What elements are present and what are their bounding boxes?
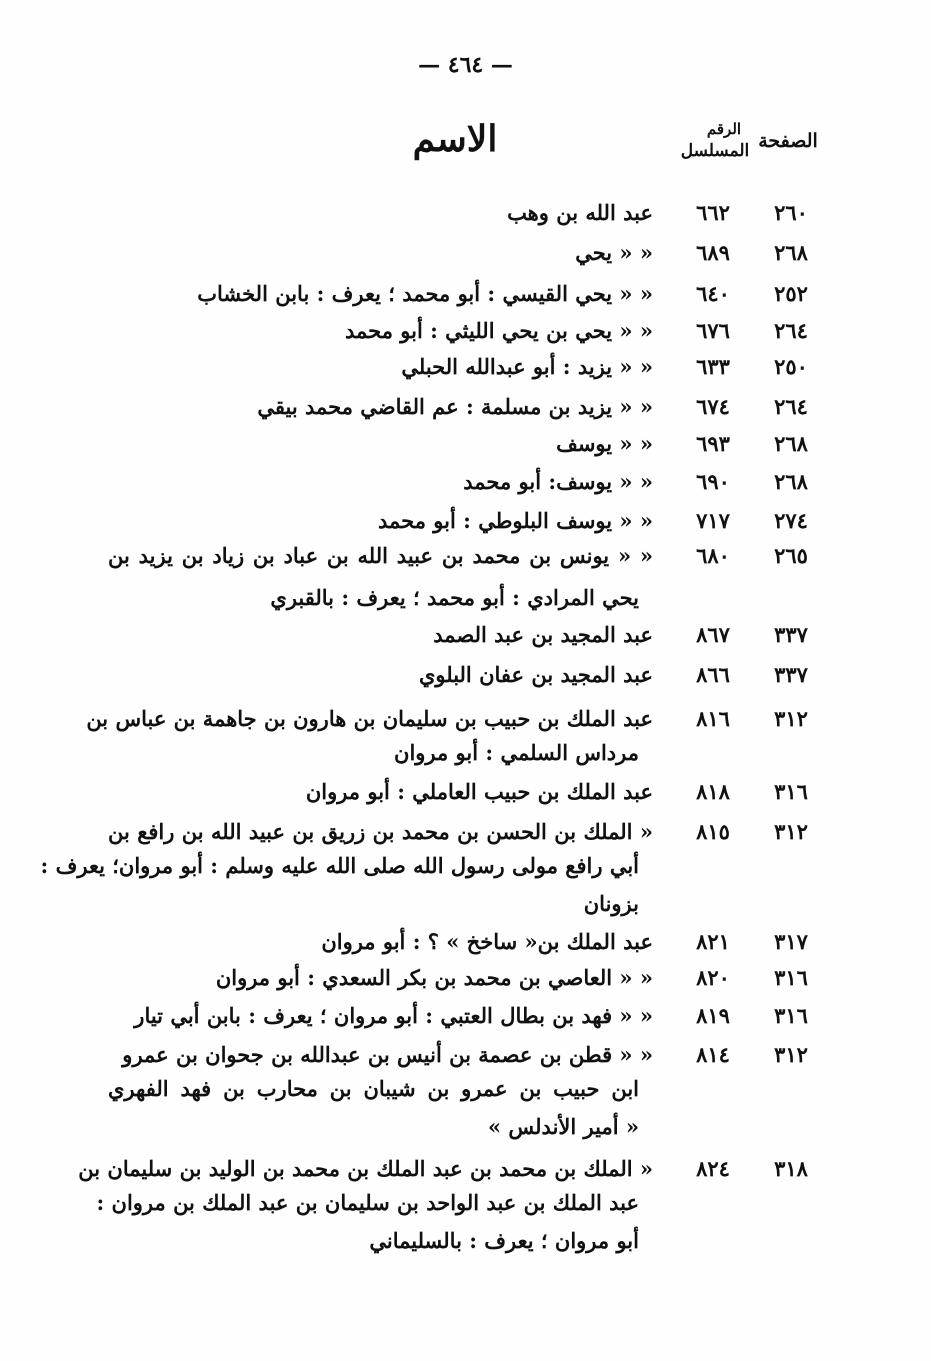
entry-name-continuation: مرداس السلمي : أبو مروان <box>394 740 639 765</box>
entry-name: « « قطن بن عصمة بن أنيس بن عبدالله بن جحوان بن عمرو <box>122 1042 653 1067</box>
entry-name: عبد الملك بن حبيب بن سليمان بن هارون بن جاهمة بن عباس بن <box>86 706 653 731</box>
entry-serial: ٧١٧ <box>696 508 730 533</box>
entry-serial: ٨٢٠ <box>696 965 730 990</box>
header-serial-top: الرقم <box>706 120 742 138</box>
entry-name: « « يحي بن يحي الليثي : أبو محمد <box>345 318 653 343</box>
entry-page: ٣١٦ <box>774 779 808 804</box>
entry-name-continuation: « أمير الأندلس » <box>487 1114 639 1139</box>
entry-name: « « فهد بن بطال العتبي : أبو مروان ؛ يعرف : بابن أبي تيار <box>134 1003 653 1028</box>
entry-serial: ٦٧٦ <box>696 318 730 343</box>
entry-serial: ٨١٥ <box>696 819 730 844</box>
entry-serial: ٨١٨ <box>696 779 730 804</box>
entry-serial: ٨٢١ <box>696 929 730 954</box>
entry-serial: ٦٨٠ <box>696 543 730 568</box>
entry-page: ٣٣٧ <box>774 622 808 647</box>
entry-serial: ٦٣٣ <box>696 354 730 379</box>
entry-serial: ٦٩٠ <box>696 469 730 494</box>
entry-page: ٣١٢ <box>774 706 808 731</box>
entry-name: « « يوسف البلوطي : أبو محمد <box>378 508 653 533</box>
entry-page: ٣١٦ <box>774 965 808 990</box>
entry-page: ٣١٢ <box>774 1042 808 1067</box>
entry-serial: ٦٦٢ <box>696 200 730 225</box>
entry-name: عبد الملك بن حبيب العاملي : أبو مروان <box>305 779 653 804</box>
entry-page: ٢٥٠ <box>774 354 808 379</box>
entry-page: ٢٦٨ <box>774 431 808 456</box>
entry-serial: ٦٨٩ <box>696 240 730 265</box>
entry-page: ٢٦٥ <box>774 543 808 568</box>
entry-page: ٣١٢ <box>774 819 808 844</box>
entry-serial: ٨٢٤ <box>696 1156 730 1181</box>
entry-serial: ٨١٩ <box>696 1003 730 1028</box>
entry-page: ٢٧٤ <box>774 508 808 533</box>
entry-serial: ٨١٤ <box>696 1042 730 1067</box>
entry-page: ٢٦٤ <box>774 394 808 419</box>
entry-name: « « العاصي بن محمد بن بكر السعدي : أبو مروان <box>215 965 653 990</box>
entry-serial: ٦٩٣ <box>696 431 730 456</box>
entry-serial: ٨٦٦ <box>696 662 730 687</box>
entry-serial: ٨٦٧ <box>696 622 730 647</box>
entry-name: « « يوسف: أبو محمد <box>463 469 653 494</box>
entry-name-continuation: بزونان <box>583 891 639 916</box>
entry-name: عبد المجيد بن عبد الصمد <box>433 622 653 647</box>
entry-name: « الملك بن محمد بن عبد الملك بن محمد بن الوليد بن سليمان بن <box>78 1156 653 1181</box>
entry-page: ٢٦٨ <box>774 240 808 265</box>
entry-serial: ٨١٦ <box>696 706 730 731</box>
entry-name: « « يونس بن محمد بن عبيد الله بن عباد بن زياد بن يزيد بن <box>108 543 653 568</box>
entry-name-continuation: أبي رافع مولى رسول الله صلى الله عليه وسلم : أبو مروان؛ يعرف : <box>40 853 639 878</box>
entry-page: ٣١٨ <box>774 1156 808 1181</box>
entry-page: ٣٣٧ <box>774 662 808 687</box>
entry-page: ٣١٧ <box>774 929 808 954</box>
header-serial <box>680 118 750 162</box>
entry-page: ٢٦٠ <box>774 200 808 225</box>
entry-page: ٢٦٨ <box>774 469 808 494</box>
entry-page: ٣١٦ <box>774 1003 808 1028</box>
entry-page: ٢٦٤ <box>774 318 808 343</box>
entry-name: عبد الملك بن« ساخخ » ؟ : أبو مروان <box>321 929 653 954</box>
header-name: الاسم <box>412 118 498 160</box>
entry-name: « « يوسف <box>556 431 653 456</box>
entry-name-continuation: عبد الملك بن عبد الواحد بن سليمان بن عبد الملك بن مروان : <box>96 1190 639 1215</box>
entry-serial: ٦٧٤ <box>696 394 730 419</box>
page-number: — ٤٦٤ — <box>418 52 513 78</box>
entry-name: « الملك بن الحسن بن محمد بن زريق بن عبيد الله بن رافع بن <box>108 819 653 844</box>
header-serial-bottom: المسلسل <box>680 141 750 161</box>
entry-name-continuation: أبو مروان ؛ يعرف : بالسليماني <box>369 1228 639 1253</box>
entry-page: ٢٥٢ <box>774 281 808 306</box>
entry-name: « « يزيد : أبو عبدالله الحبلي <box>401 354 653 379</box>
entry-name: عبد المجيد بن عفان البلوي <box>418 662 653 687</box>
entry-name-continuation: يحي المرادي : أبو محمد ؛ يعرف : بالقبري <box>270 585 639 610</box>
header-page: الصفحة <box>758 130 818 152</box>
entry-name-continuation: ابن حبيب بن عمرو بن شيبان بن محارب بن فهد الفهري <box>108 1076 639 1101</box>
entry-name: عبد الله بن وهب <box>507 200 653 225</box>
entry-name: « « يحي القيسي : أبو محمد ؛ يعرف : بابن الخشاب <box>197 281 653 306</box>
entry-name: « « يزيد بن مسلمة : عم القاضي محمد بيقي <box>257 394 653 419</box>
entry-name: « « يحي <box>575 240 653 265</box>
entry-serial: ٦٤٠ <box>696 281 730 306</box>
